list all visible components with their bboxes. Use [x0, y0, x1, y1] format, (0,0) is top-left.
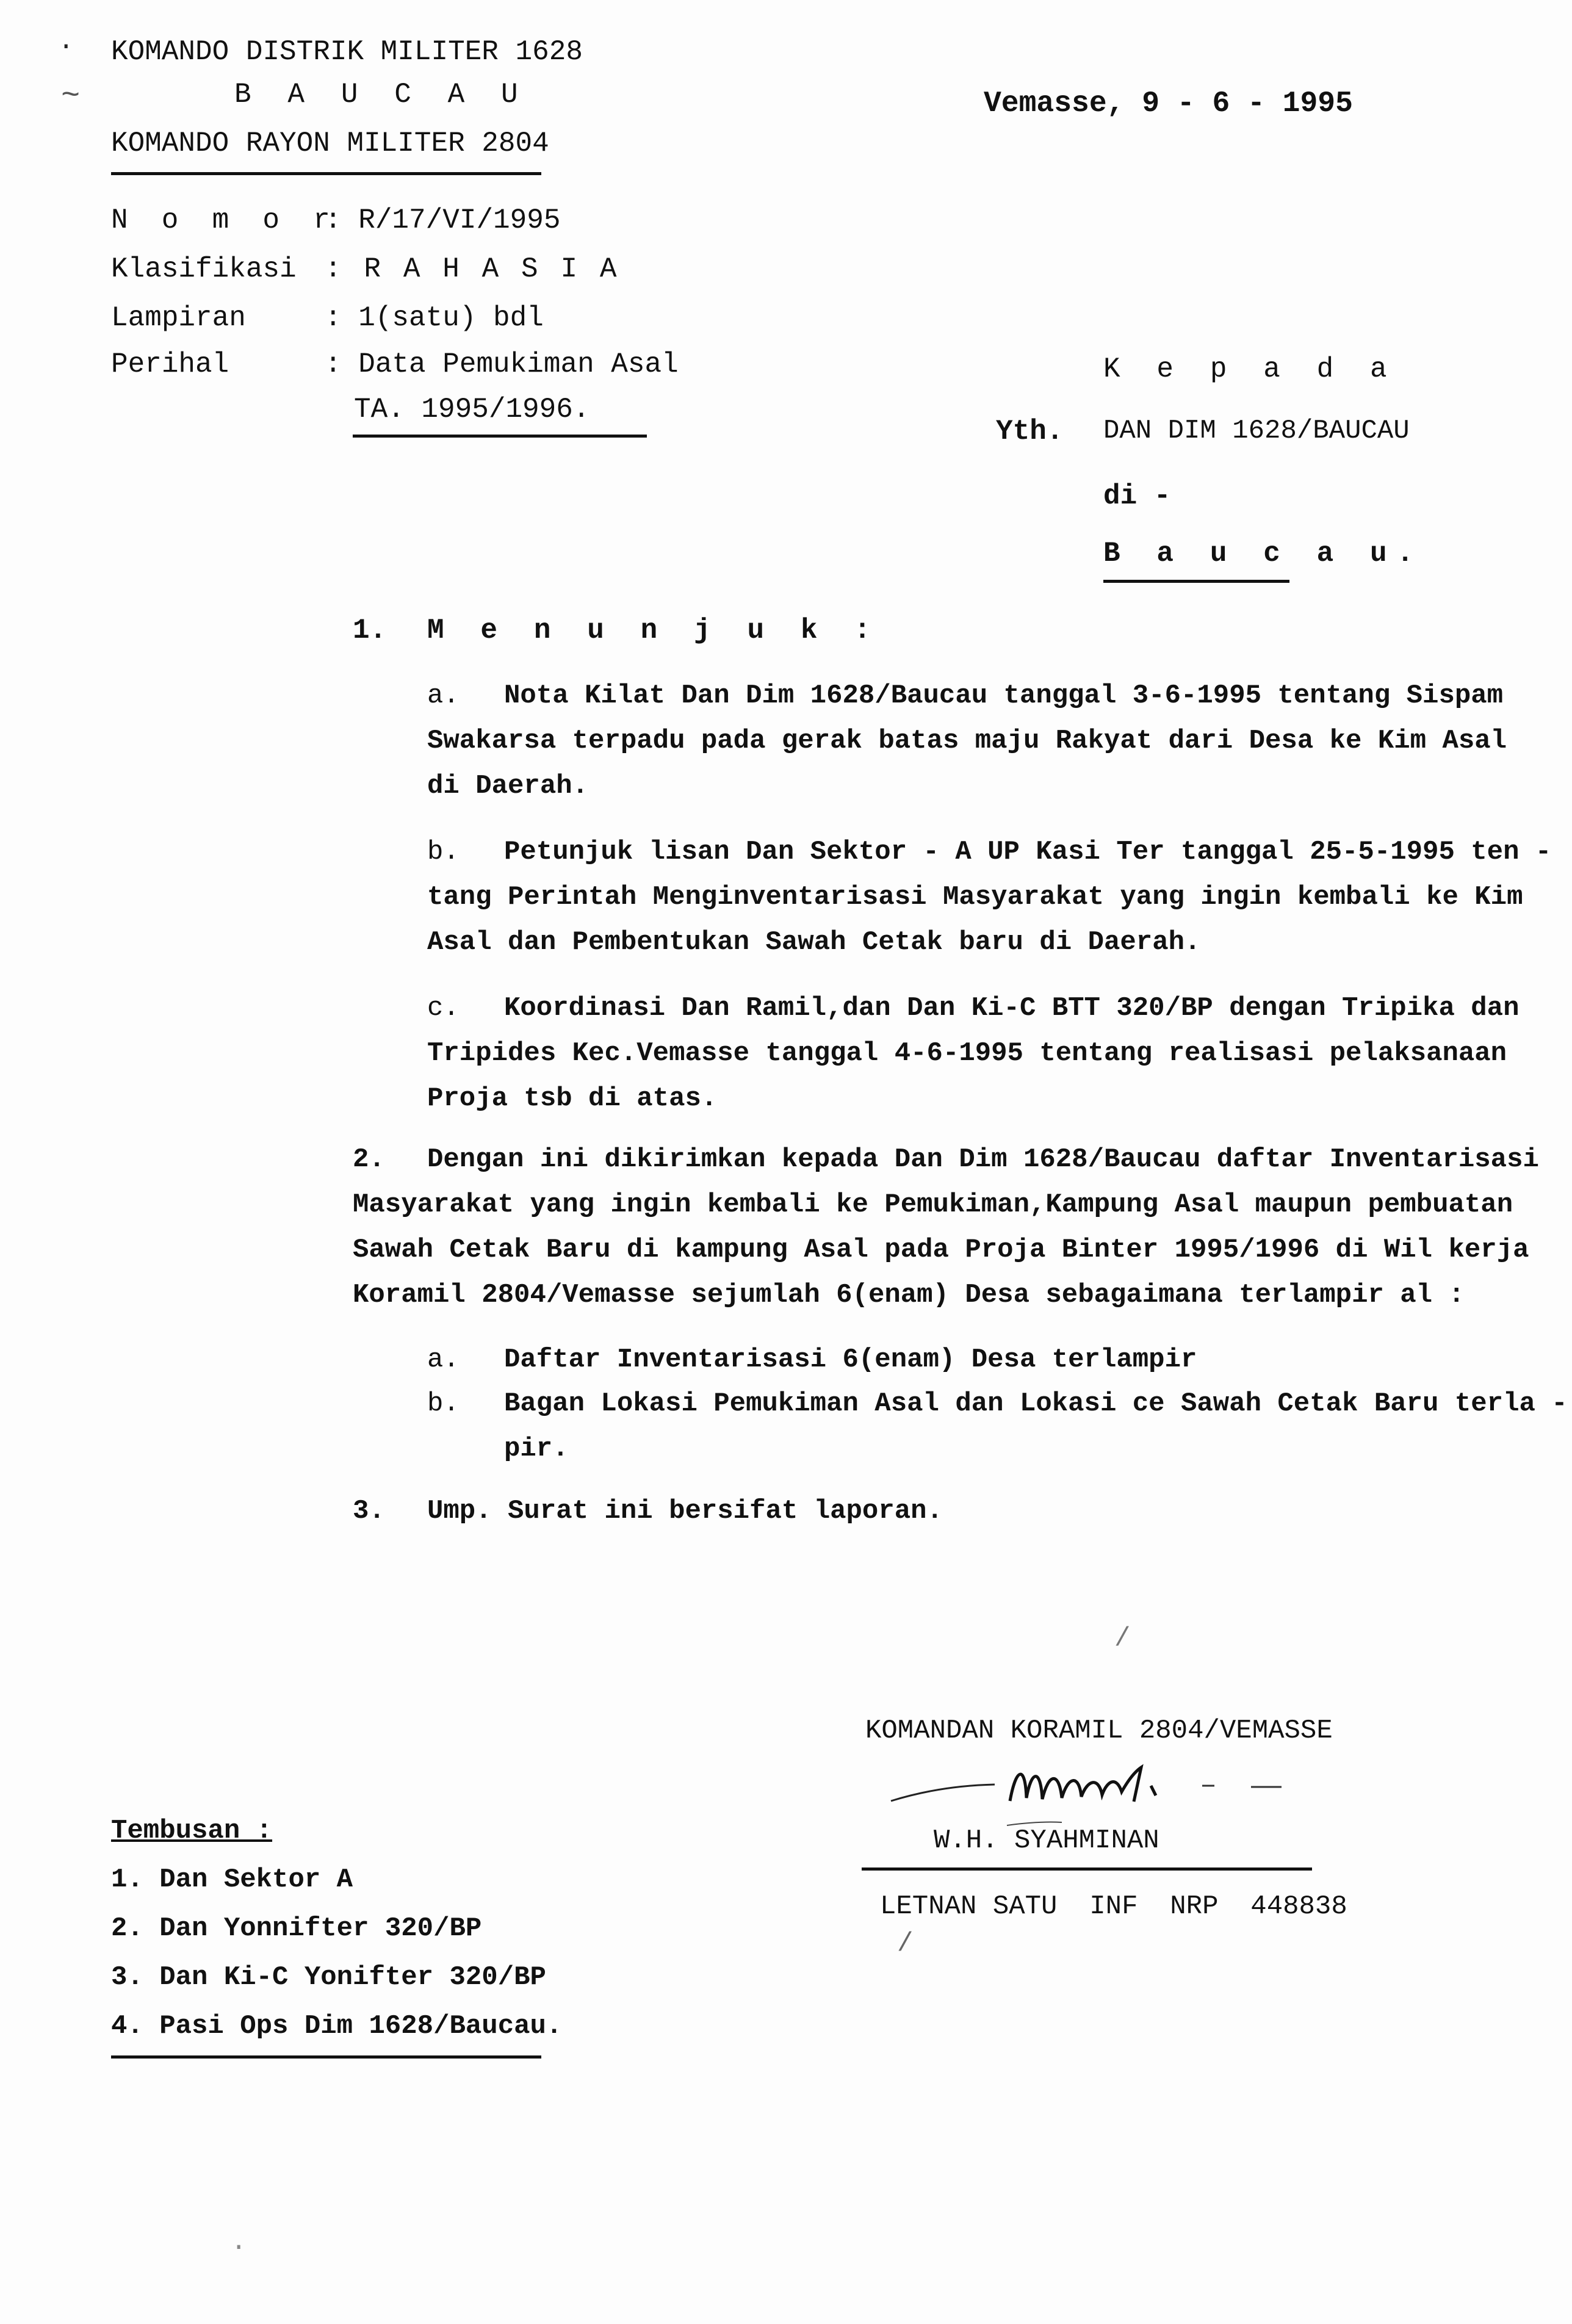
para-2-line-2: Masyarakat yang ingin kembali ke Pemukiman,Kampung Asal maupun pembuatan [353, 1189, 1513, 1220]
tembusan-item: 4. Pasi Ops Dim 1628/Baucau. [111, 2011, 563, 2041]
tembusan-item: 3. Dan Ki-C Yonifter 320/BP [111, 1962, 546, 1993]
header-line-2: B A U C A U [234, 79, 528, 110]
para-1b-line-1: Petunjuk lisan Dan Sektor - A UP Kasi Ter tanggal 25-5-1995 ten - [504, 837, 1552, 867]
klasifikasi-label: Klasifikasi [111, 253, 297, 285]
margin-mark: / [897, 1929, 914, 1959]
para-1c-line-1: Koordinasi Dan Ramil,dan Dan Ki-C BTT 320/BP dengan Tripika dan [504, 993, 1520, 1023]
perihal-value-1: : Data Pemukiman Asal [325, 348, 679, 380]
lampiran-label: Lampiran [111, 302, 246, 334]
para-2-line-1: Dengan ini dikirimkan kepada Dan Dim 1628/Baucau daftar Inventarisasi [427, 1144, 1539, 1175]
para-2-number: 2. [353, 1144, 385, 1175]
para-1a-label: a. [427, 680, 460, 711]
para-3-number: 3. [353, 1496, 385, 1526]
signature-underline [862, 1868, 1312, 1871]
klasifikasi-value: : R A H A S I A [325, 253, 620, 285]
recipient-name: DAN DIM 1628/BAUCAU [1103, 416, 1410, 446]
recipient-di: di - [1103, 480, 1171, 512]
signatory-rank: LETNAN SATU INF NRP 448838 [880, 1891, 1347, 1922]
para-1b-line-3: Asal dan Pembentukan Sawah Cetak baru di Daerah. [427, 927, 1201, 958]
para-1a-line-3: di Daerah. [427, 771, 589, 801]
tembusan-item: 1. Dan Sektor A [111, 1864, 353, 1895]
nomor-label: N o m o r [111, 204, 339, 236]
margin-mark: · [231, 2232, 247, 2263]
margin-mark: · [58, 32, 74, 62]
para-2a-line-1: Daftar Inventarisasi 6(enam) Desa terlampir [504, 1344, 1197, 1375]
para-1a-line-2: Swakarsa terpadu pada gerak batas maju Rakyat dari Desa ke Kim Asal [427, 726, 1507, 756]
para-3-line-1: Ump. Surat ini bersifat laporan. [427, 1496, 943, 1526]
margin-mark: / [1114, 1623, 1131, 1654]
para-2a-label: a. [427, 1344, 460, 1375]
para-2b-line-2: pir. [504, 1434, 569, 1464]
yth-label: Yth. [996, 416, 1064, 447]
recipient-place: B a u c a u. [1103, 538, 1424, 569]
para-1b-line-2: tang Perintah Menginventarisasi Masyarakat yang ingin kembali ke Kim [427, 882, 1523, 912]
header-line-3: KOMANDO RAYON MILITER 2804 [111, 128, 549, 159]
para-1c-line-2: Tripides Kec.Vemasse tanggal 4-6-1995 tentang realisasi pelaksanaan [427, 1038, 1507, 1069]
para-1c-label: c. [427, 993, 460, 1023]
tembusan-underline [111, 2055, 541, 2059]
para-2-line-3: Sawah Cetak Baru di kampung Asal pada Proja Binter 1995/1996 di Wil kerja [353, 1235, 1529, 1265]
header-underline [111, 172, 541, 175]
para-2b-line-1: Bagan Lokasi Pemukiman Asal dan Lokasi ce Sawah Cetak Baru terla - [504, 1388, 1568, 1419]
header-line-1: KOMANDO DISTRIK MILITER 1628 [111, 36, 583, 68]
place-date: Vemasse, 9 - 6 - 1995 [984, 87, 1353, 120]
tembusan-item: 2. Dan Yonnifter 320/BP [111, 1913, 482, 1944]
signature-title: KOMANDAN KORAMIL 2804/VEMASSE [865, 1716, 1333, 1746]
para-1b-label: b. [427, 837, 460, 867]
tembusan-label: Tembusan : [111, 1816, 273, 1846]
margin-mark: ~ [61, 78, 81, 114]
kepada-label: K e p a d a [1103, 353, 1397, 385]
lampiran-value: : 1(satu) bdl [325, 302, 544, 334]
para-1-number: 1. [353, 615, 387, 646]
para-2b-label: b. [427, 1388, 460, 1419]
recipient-underline [1103, 580, 1289, 583]
perihal-underline [353, 435, 647, 438]
para-1c-line-3: Proja tsb di atas. [427, 1083, 718, 1114]
signatory-name: W.H. SYAHMINAN [934, 1825, 1159, 1856]
para-2-line-4: Koramil 2804/Vemasse sejumlah 6(enam) Desa sebagaimana terlampir al : [353, 1280, 1465, 1310]
perihal-value-2: TA. 1995/1996. [354, 394, 590, 425]
perihal-label: Perihal [111, 348, 229, 380]
para-1-title: M e n u n j u k : [427, 615, 881, 646]
handwritten-signature [885, 1743, 1312, 1828]
nomor-value: : R/17/VI/1995 [325, 204, 561, 236]
para-1a-line-1: Nota Kilat Dan Dim 1628/Baucau tanggal 3-6-1995 tentang Sispam [504, 680, 1504, 711]
